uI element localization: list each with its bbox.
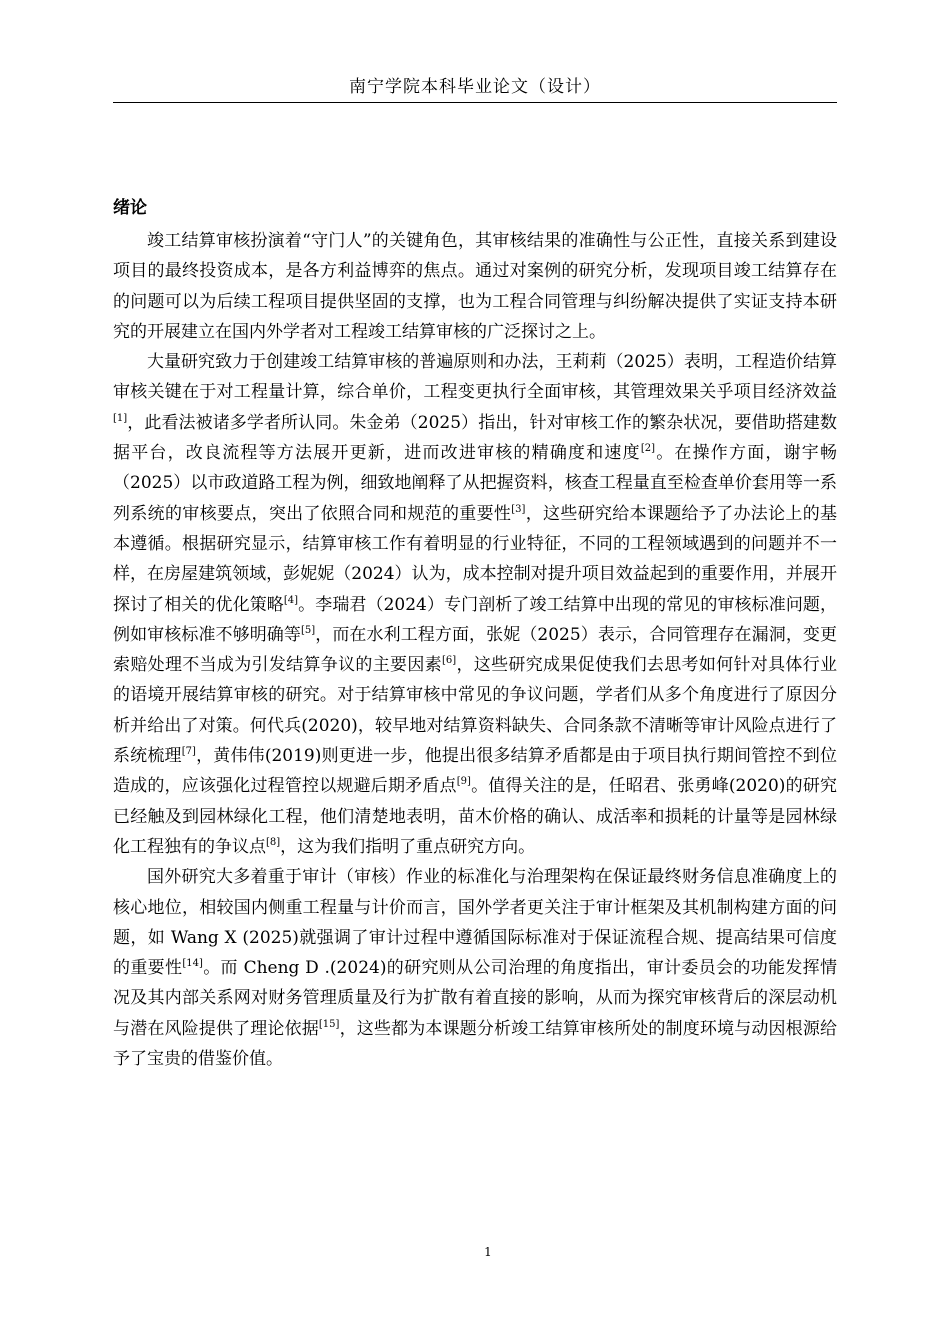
paragraph-text: 国外研究大多着重于审计（审核）作业的标准化与治理架构在保证最终财务信息准确度上的核心地位，相较国内侧重工程量与计价而言，国外学者更关注于审计框架及其机制构建方面的问题，如 Wang X (2025)就强调了审计过程中遵循国际标准对于保证流程合规、提高结果可信度的重要性 — [113, 867, 837, 979]
paragraph — [113, 226, 837, 347]
paragraph-text: 。在操作方面，谢宇畅（2025）以市政道路工程为例，细致地阐释了从把握资料，核查工程量直至检查单价套用等一系列系统的审核要点，突出了依照合同和规范的重要性 — [113, 443, 838, 524]
body-text — [113, 226, 837, 1074]
citation-mark: [15] — [318, 1018, 340, 1030]
citation-mark: [2] — [640, 443, 655, 455]
citation-mark: [7] — [181, 746, 196, 758]
citation-mark: [8] — [266, 836, 281, 848]
paragraph-text: 。值得关注的是，任昭君、张勇峰(2020)的研究已经触及到园林绿化工程，他们清楚地表明，苗木价格的确认、成活率和损耗的计量等是园林绿化工程独有的争议点 — [113, 776, 838, 857]
citation-mark: [14] — [182, 958, 203, 970]
paragraph-text: ，黄伟伟(2019)则更进一步，他提出很多结算矛盾都是由于项目执行期间管控不到位造成的，应该强化过程管控以规避后期矛盾点 — [113, 746, 837, 797]
paragraph — [113, 347, 837, 862]
paragraph-text: 竣工结算审核扮演着“守门人”的关键角色，其审核结果的准确性与公正性，直接关系到建设项目的最终投资成本，是各方利益博弈的焦点。通过对案例的研究分析，发现项目竣工结算存在的问题可以为后续工程项目提供坚固的支撑，也为工程合同管理与纠纷解决提供了实证支持本研究的开展建立在国内外学者对工程竣工结算审核的广泛探讨之上。 — [113, 231, 837, 342]
page-number: 1 — [484, 1245, 492, 1259]
paragraph-text: ，而在水利工程方面，张妮（2025）表示，合同管理存在漏洞，变更索赔处理不当成为引发结算争议的主要因素 — [113, 624, 838, 676]
paragraph — [113, 862, 837, 1074]
citation-mark: [3] — [511, 503, 526, 515]
citation-mark: [6] — [441, 655, 457, 667]
paragraph-text: ，这些研究成果促使我们去思考如何针对具体行业的语境开展结算审核的研究。对于结算审核中常见的争议问题，学者们从多个角度进行了原因分析并给出了对策。何代兵(2020)，较早地对结算资料缺失、合同条款不清晰等审计风险点进行了系统梳理 — [113, 655, 838, 767]
header-rule — [113, 102, 837, 103]
paragraph-text: 。而 Cheng D .(2024)的研究则从公司治理的角度指出，审计委员会的功能发挥情况及其内部关系网对财务管理质量及行为扩散有着直接的影响，从而为探究审核背后的深层动机与潜在风险提供了理论依据 — [113, 958, 838, 1039]
citation-mark: [5] — [300, 624, 316, 636]
citation-mark: [4] — [283, 594, 299, 606]
section-title: 绪论 — [113, 198, 147, 218]
paragraph-text: ，这些都为本课题分析竣工结算审核所处的制度环境与动因根源给予了宝贵的借鉴价值。 — [113, 1018, 838, 1070]
paragraph-text: ，此看法被诸多学者所认同。朱金弟（2025）指出，针对审核工作的繁杂状况，要借助搭建数据平台，改良流程等方法展开更新，进而改进审核的精确度和速度 — [113, 412, 837, 464]
paragraph-text: ，这为我们指明了重点研究方向。 — [280, 836, 536, 857]
paragraph-text: 。李瑞君（2024）专门剖析了竣工结算中出现的常见的审核标准问题，例如审核标准不够明确等 — [113, 594, 837, 645]
citation-mark: [1] — [113, 412, 128, 424]
citation-mark: [9] — [456, 776, 471, 788]
running-header: 南宁学院本科毕业论文（设计） — [349, 77, 601, 97]
paragraph-text: ，这些研究给本课题给予了办法论上的基本遵循。根据研究显示，结算审核工作有着明显的行业特征，不同的工程领域遇到的问题并不一样，在房屋建筑领域，彭妮妮（2024）认为，成本控制对提升项目效益起到的重要作用，并展开探讨了相关的优化策略 — [113, 503, 838, 615]
paragraph-text: 大量研究致力于创建竣工结算审核的普遍原则和办法，王莉莉（2025）表明，工程造价结算审核关键在于对工程量计算，综合单价，工程变更执行全面审核，其管理效果关乎项目经济效益 — [113, 352, 837, 403]
